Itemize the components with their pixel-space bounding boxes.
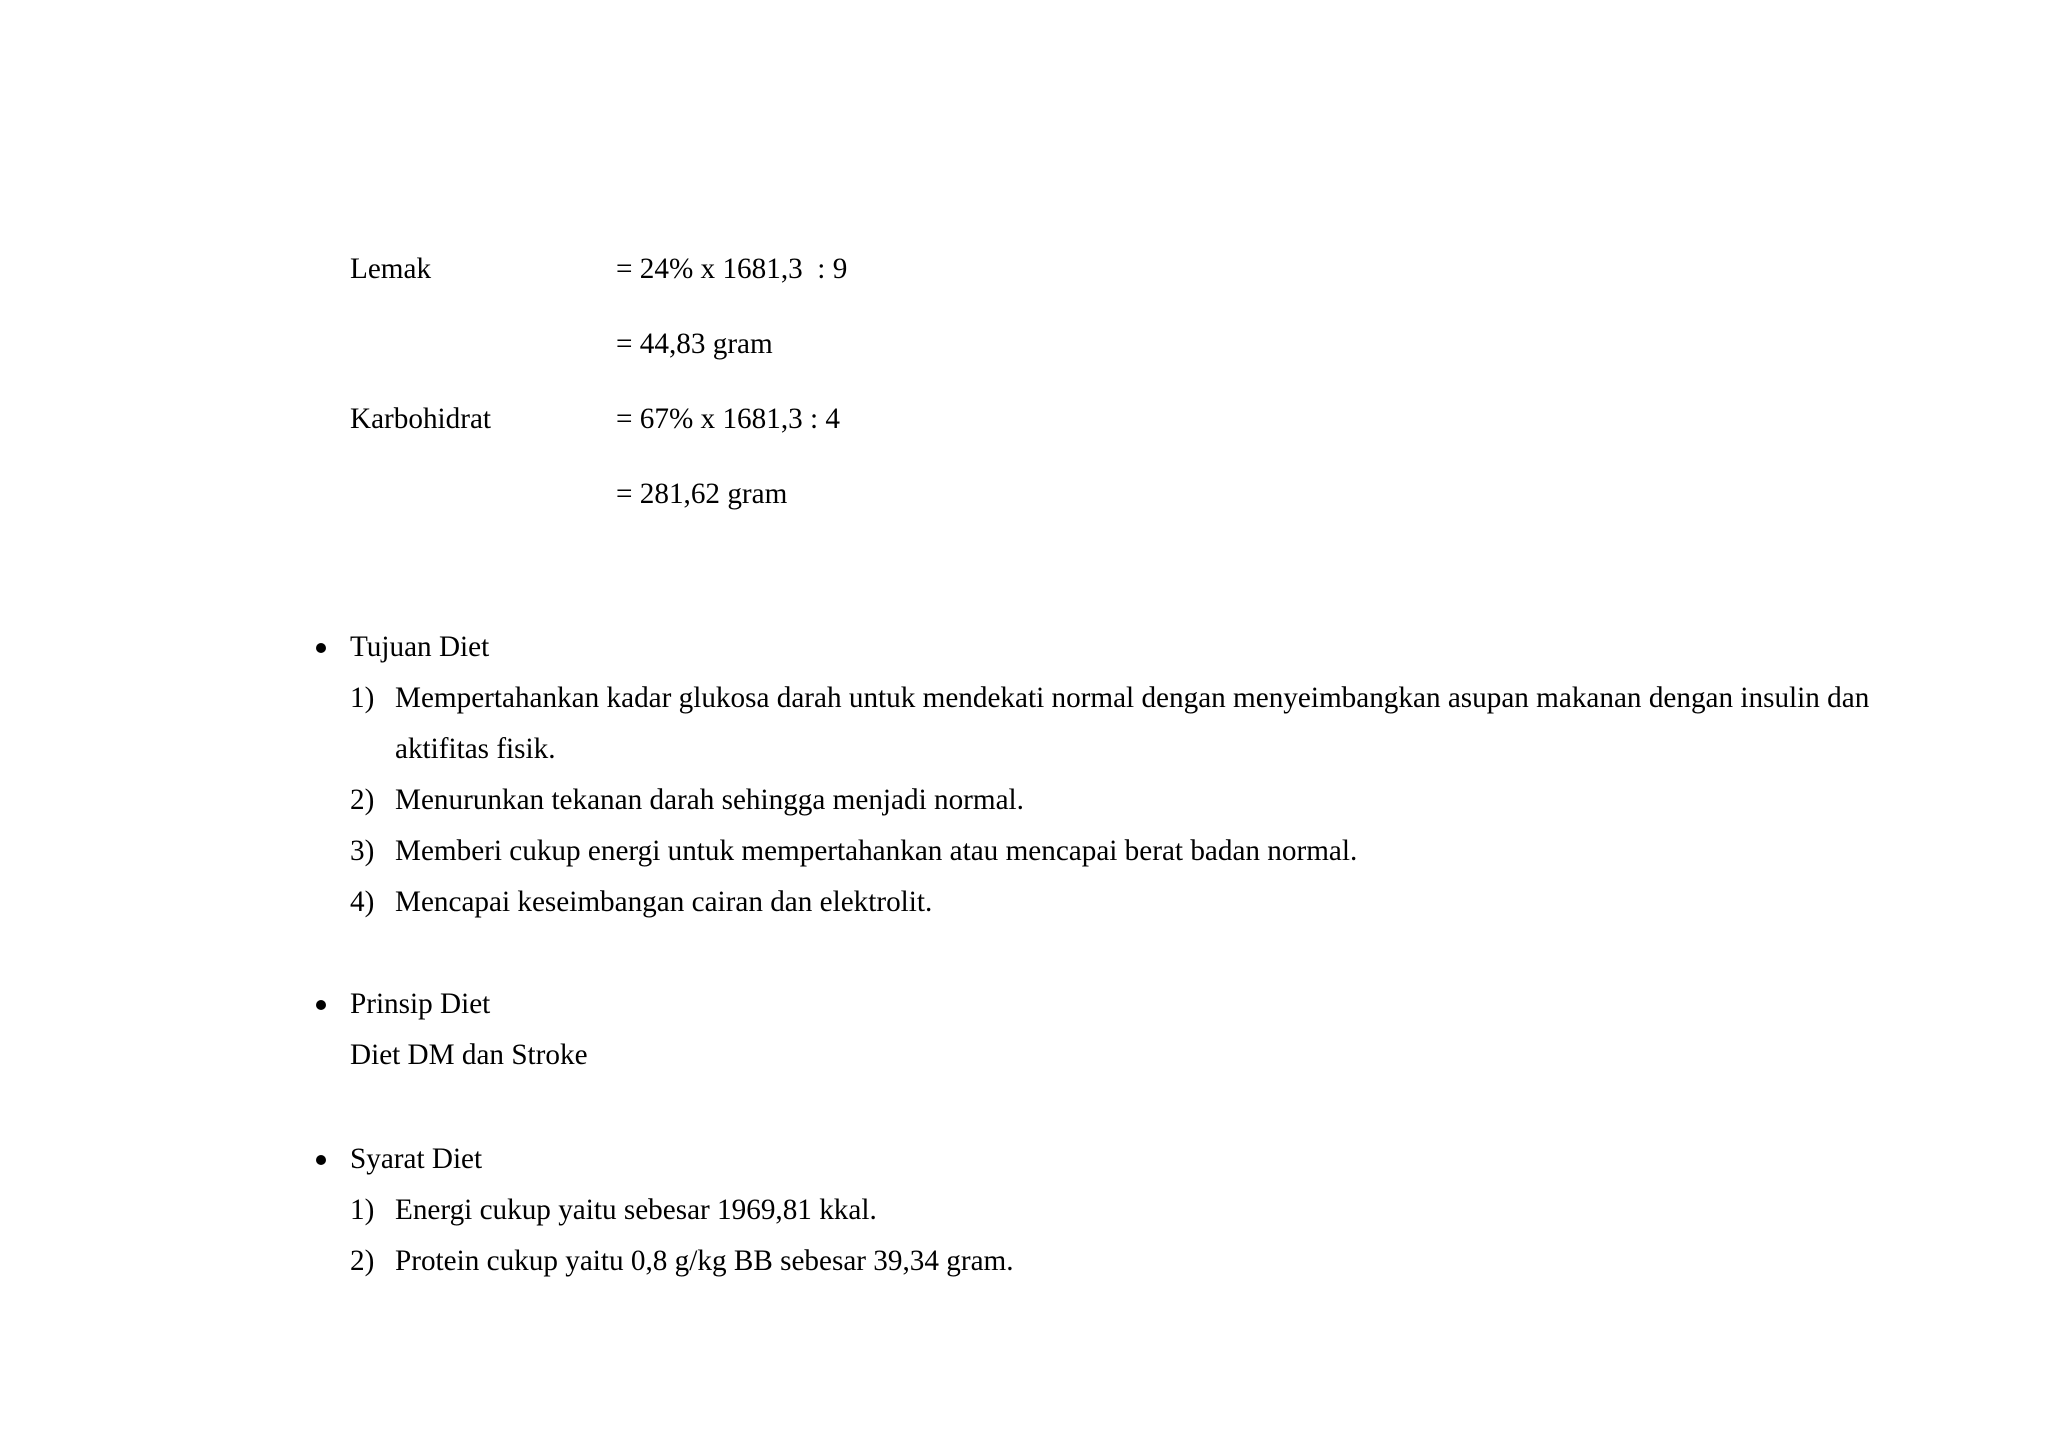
list-item-number: 4) <box>350 886 375 918</box>
calc-result-karbohidrat: = 281,62 gram <box>616 478 788 510</box>
list-item-text: Memberi cukup energi untuk mempertahankan atau mencapai berat badan normal. <box>395 835 1358 867</box>
bullet-icon <box>316 1155 326 1165</box>
section-title-syarat-diet: Syarat Diet <box>350 1143 483 1175</box>
calc-formula-lemak: = 24% x 1681,3 : 9 <box>616 253 848 285</box>
bullet-icon <box>316 1000 326 1010</box>
list-item-text: Mencapai keseimbangan cairan dan elektrolit. <box>395 886 933 918</box>
bullet-icon <box>316 643 326 653</box>
list-item-number: 2) <box>350 1245 375 1277</box>
list-item-text: Protein cukup yaitu 0,8 g/kg BB sebesar 39,34 gram. <box>395 1245 1014 1277</box>
list-item-text: Menurunkan tekanan darah sehingga menjadi normal. <box>395 784 1024 816</box>
list-item-number: 1) <box>350 1194 375 1226</box>
calc-label-lemak: Lemak <box>350 253 432 285</box>
calc-formula-karbohidrat: = 67% x 1681,3 : 4 <box>616 403 841 435</box>
list-item-number: 3) <box>350 835 375 867</box>
section-title-tujuan-diet: Tujuan Diet <box>350 631 490 663</box>
section-title-prinsip-diet: Prinsip Diet <box>350 988 491 1020</box>
list-item-text: Mempertahankan kadar glukosa darah untuk mendekati normal dengan menyeimbangkan asupan makanan dengan insulin dan aktifitas fisik. <box>395 682 1870 765</box>
list-item-number: 2) <box>350 784 375 816</box>
calc-result-lemak: = 44,83 gram <box>616 328 773 360</box>
section-body-prinsip-diet: Diet DM dan Stroke <box>350 1039 588 1071</box>
calc-label-karbohidrat: Karbohidrat <box>350 403 492 435</box>
list-item-text: Energi cukup yaitu sebesar 1969,81 kkal. <box>395 1194 877 1226</box>
list-item-number: 1) <box>350 682 375 714</box>
